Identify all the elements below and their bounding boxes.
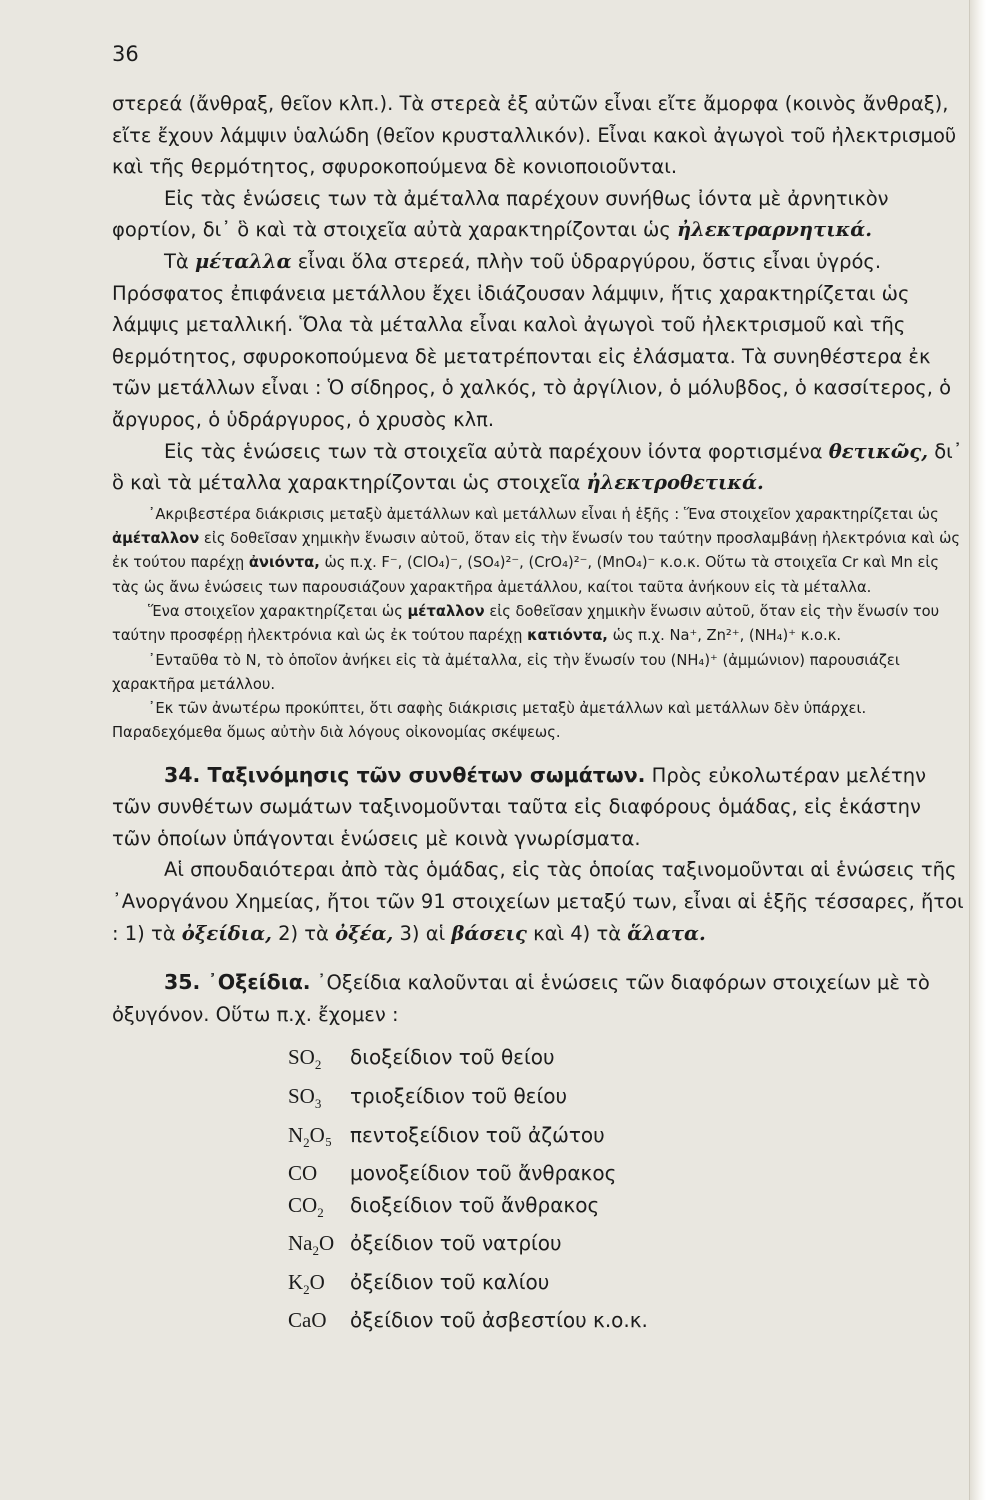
oxide-formula: [288, 1042, 350, 1081]
oxide-row: [288, 1120, 964, 1159]
oxide-formula: [288, 1158, 350, 1189]
term-metals: μέταλλα: [194, 249, 292, 273]
paragraph-text: 2) τὰ: [278, 921, 329, 945]
section-35-paragraph: [112, 967, 964, 1030]
page-edge: [969, 0, 986, 1500]
oxide-name: μονοξείδιον τοῦ ἄνθρακος: [350, 1161, 617, 1186]
note-text: ᾽Ακριβεστέρα διάκρισις μεταξὺ ἀμετάλλων καὶ μετάλλων εἶναι ἡ ἑξῆς : Ἕνα στοιχεῖον χαρακτηρίζεται ὡς: [148, 505, 939, 523]
formula-main: N: [288, 1122, 304, 1147]
oxide-name: πεντοξείδιον τοῦ ἀζώτου: [350, 1122, 605, 1147]
main-text: [112, 88, 964, 499]
paragraph-text: καὶ 4) τὰ: [533, 921, 622, 945]
oxide-row: [288, 1158, 964, 1189]
formula-main: CO: [288, 1192, 318, 1217]
paragraph-nonmetals-properties: [112, 88, 964, 183]
paragraph-text: 3) αἱ: [399, 921, 446, 945]
formula-subscript: 2: [312, 1243, 319, 1259]
paragraph-nonmetals-ions: [112, 183, 964, 246]
oxide-formula: [288, 1267, 350, 1306]
term-cations: κατιόντα,: [527, 627, 608, 645]
note-text: ὡς π.χ. Na⁺, Zn²⁺, (NH₄)⁺ κ.ο.κ.: [612, 627, 842, 645]
oxide-row: [288, 1042, 964, 1081]
oxide-list: [288, 1042, 964, 1336]
section-35: [112, 967, 964, 1030]
paragraph-text: εἶναι ὅλα στερεά, πλὴν τοῦ ὑδραργύρου, ὅστις εἶναι ὑγρός. Πρόσφατος ἐπιφάνεια μετάλλου ἔχει ἰδιάζουσαν λάμψιν, ἥτις χαρακτηρίζεται ὡς λάμψις μεταλλική. Ὅλα τὰ μέταλλα εἶναι καλοὶ ἀγωγοὶ τοῦ ἠλεκτρισμοῦ καὶ τῆς θερμότητος, σφυροκοπούμενα δὲ μετατρέπονται εἰς ἐλάσματα. Τὰ συνηθέστερα ἐκ τῶν μετάλλων εἶναι : Ὁ σίδηρος, ὁ χαλκός, τὸ ἀργίλιον, ὁ μόλυβδος, ὁ κασσίτερος, ὁ ἄργυρος, ὁ ὑδράργυρος, ὁ χρυσὸς κλπ.: [112, 249, 952, 431]
oxide-row: [288, 1228, 964, 1267]
formula-subscript: 2: [317, 1204, 324, 1220]
book-page: [112, 32, 964, 1337]
formula-main: K: [288, 1269, 304, 1294]
paragraph-text: στερεά (ἄνθραξ, θεῖον κλπ.). Τὰ στερεὰ ἐξ αὐτῶν εἶναι εἴτε ἄμορφα (κοινὸς ἄνθραξ), εἴτε ἔχουν λάμψιν ὑαλώδη (θεῖον κρυσταλλικόν). Εἶναι κακοὶ ἀγωγοὶ τοῦ ἠλεκτρισμοῦ καὶ τῆς θερμότητος, σφυροκοπούμενα δὲ κονιοποιοῦνται.: [112, 92, 957, 179]
section-35-title: 35. ᾽Οξείδια.: [164, 970, 311, 995]
term-acids: ὀξέα,: [335, 921, 394, 945]
note-text: εἰς δοθεῖσαν χημικὴν ἕνωσιν αὐτοῦ, ὅταν εἰς τὴν ἕνωσίν του ταύτην προσφέρῃ ἠλεκτρόνια καὶ ὡς ἐκ τούτου παρέχῃ: [112, 602, 940, 645]
paragraph-text: Εἰς τὰς ἑνώσεις των τὰ ἀμέταλλα παρέχουν συνήθως ἰόντα μὲ ἀρνητικὸν φορτίον, δι᾽ ὃ καὶ τὰ στοιχεῖα αὐτὰ χαρακτηρίζονται ὡς: [112, 186, 889, 242]
oxide-formula: [288, 1305, 350, 1336]
oxide-name: τριοξείδιον τοῦ θείου: [350, 1084, 568, 1109]
formula-tail: O₅: [309, 1122, 333, 1147]
formula-main: Na: [288, 1231, 313, 1256]
paragraph-text: δι᾽ ὃ καὶ τὰ μέταλλα χαρακτηρίζονται ὡς στοιχεῖα: [112, 439, 963, 495]
paragraph-text: Αἱ σπουδαιότεραι ἀπὸ τὰς ὁμάδας, εἰς τὰς ὁποίας ταξινομοῦνται αἱ ἑνώσεις τῆς ᾽Ανοργάνου Χημείας, ἤτοι τῶν 91 στοιχείων μεταξύ των, εἶναι αἱ ἑξῆς τέσσαρες, ἤτοι : 1) τὰ: [112, 858, 964, 945]
oxide-row: [288, 1305, 964, 1336]
term-salts: ἅλατα.: [627, 921, 706, 945]
oxide-formula: [288, 1120, 350, 1159]
term-metal: μέταλλον: [407, 602, 485, 620]
note-nonmetal-definition: [112, 503, 964, 600]
paragraph-text: Πρὸς εὐκολωτέραν μελέτην τῶν συνθέτων σωμάτων ταξινομοῦνται ταῦτα εἰς διαφόρους ὁμάδας, εἰς ἑκάστην τῶν ὁποίων ὑπάγονται ἑνώσεις μὲ κοινὰ γνωρίσματα.: [112, 763, 927, 850]
formula-subscript: 2: [303, 1134, 310, 1150]
formula-main: SO: [288, 1084, 315, 1109]
paragraph-text: ᾽Οξείδια καλοῦνται αἱ ἑνώσεις τῶν διαφόρων στοιχείων μὲ τὸ ὀξυγόνον. Οὕτω π.χ. ἔχομεν :: [112, 971, 930, 1026]
term-positively: θετικῶς,: [828, 439, 928, 463]
oxide-name: ὀξείδιον τοῦ ἀσβεστίου κ.ο.κ.: [350, 1308, 648, 1333]
section-34-groups: [112, 854, 964, 949]
formula-subscript: 2: [314, 1057, 322, 1073]
formula-tail: O: [309, 1269, 325, 1294]
paragraph-metals: [112, 246, 964, 436]
section-34: [112, 760, 964, 950]
term-electronegative: ἠλεκτραρνητικά.: [677, 218, 873, 242]
paragraph-lead: Τὰ: [164, 249, 189, 273]
formula-tail: O: [319, 1231, 335, 1256]
note-text: ὡς π.χ. F⁻, (ClO₄)⁻, (SO₄)²⁻, (CrO₄)²⁻, (MnO₄)⁻ κ.ο.κ. Οὕτω τὰ στοιχεῖα Cr καὶ Mn εἰς τὰς ὡς ἄνω ἑνώσεις των παρουσιάζουν χαρακτῆρα ἀμετάλλου, καίτοι ταῦτα ἀνήκουν εἰς τὰ μέταλλα.: [112, 554, 939, 596]
paragraph-text: Εἰς τὰς ἑνώσεις των τὰ στοιχεῖα αὐτὰ παρέχουν ἰόντα φορτισμένα: [164, 439, 823, 463]
small-print-note: [112, 503, 964, 746]
paragraph-metals-ions: [112, 436, 964, 499]
note-conclusion: ᾽Εκ τῶν ἀνωτέρω προκύπτει, ὅτι σαφὴς διάκρισις μεταξὺ ἀμετάλλων καὶ μετάλλων δὲν ὑπάρχει. Παραδεχόμεθα ὅμως αὐτὴν διὰ λόγους οἰκονομίας σκέψεως.: [112, 700, 867, 742]
note-metal-definition: [112, 600, 964, 649]
oxide-row: [288, 1081, 964, 1120]
oxide-name: διοξείδιον τοῦ ἄνθρακος: [350, 1192, 600, 1217]
oxide-row: [288, 1190, 964, 1229]
oxide-row: [288, 1267, 964, 1306]
note-text: εἰς δοθεῖσαν χημικὴν ἕνωσιν αὐτοῦ, ὅταν εἰς τὴν ἕνωσίν του ταύτην προσλαμβάνῃ ἠλεκτρόνια καὶ ὡς ἐκ τούτου παρέχῃ: [112, 530, 961, 572]
term-nonmetal: ἀμέταλλον: [112, 530, 200, 548]
section-34-title: 34. Ταξινόμησις τῶν συνθέτων σωμάτων.: [164, 762, 646, 787]
formula-main: CO: [288, 1161, 318, 1186]
oxide-formula: [288, 1228, 350, 1267]
oxide-name: διοξείδιον τοῦ θείου: [350, 1045, 555, 1070]
formula-subscript: 3: [314, 1096, 322, 1112]
oxide-name: ὀξείδιον τοῦ καλίου: [350, 1269, 550, 1294]
term-anions: ἀνιόντα,: [248, 554, 320, 572]
page-number: 36: [112, 42, 139, 66]
oxide-formula: [288, 1190, 350, 1229]
formula-subscript: 2: [303, 1282, 310, 1297]
oxide-name: ὀξείδιον τοῦ νατρίου: [350, 1231, 562, 1256]
note-text: Ἕνα στοιχεῖον χαρακτηρίζεται ὡς: [148, 602, 403, 620]
section-34-paragraph: [112, 760, 964, 855]
term-oxides: ὀξείδια,: [181, 921, 272, 945]
oxide-formula: [288, 1081, 350, 1120]
term-bases: βάσεις: [451, 921, 527, 945]
note-ammonium: ᾽Ενταῦθα τὸ N, τὸ ὁποῖον ἀνήκει εἰς τὰ ἀμέταλλα, εἰς τὴν ἕνωσίν του (NH₄)⁺ (ἀμμώνιον) παρουσιάζει χαρακτῆρα μετάλλου.: [112, 651, 900, 693]
formula-main: SO: [288, 1045, 315, 1070]
formula-main: CaO: [288, 1308, 327, 1333]
term-electropositive: ἠλεκτροθετικά.: [586, 471, 764, 495]
